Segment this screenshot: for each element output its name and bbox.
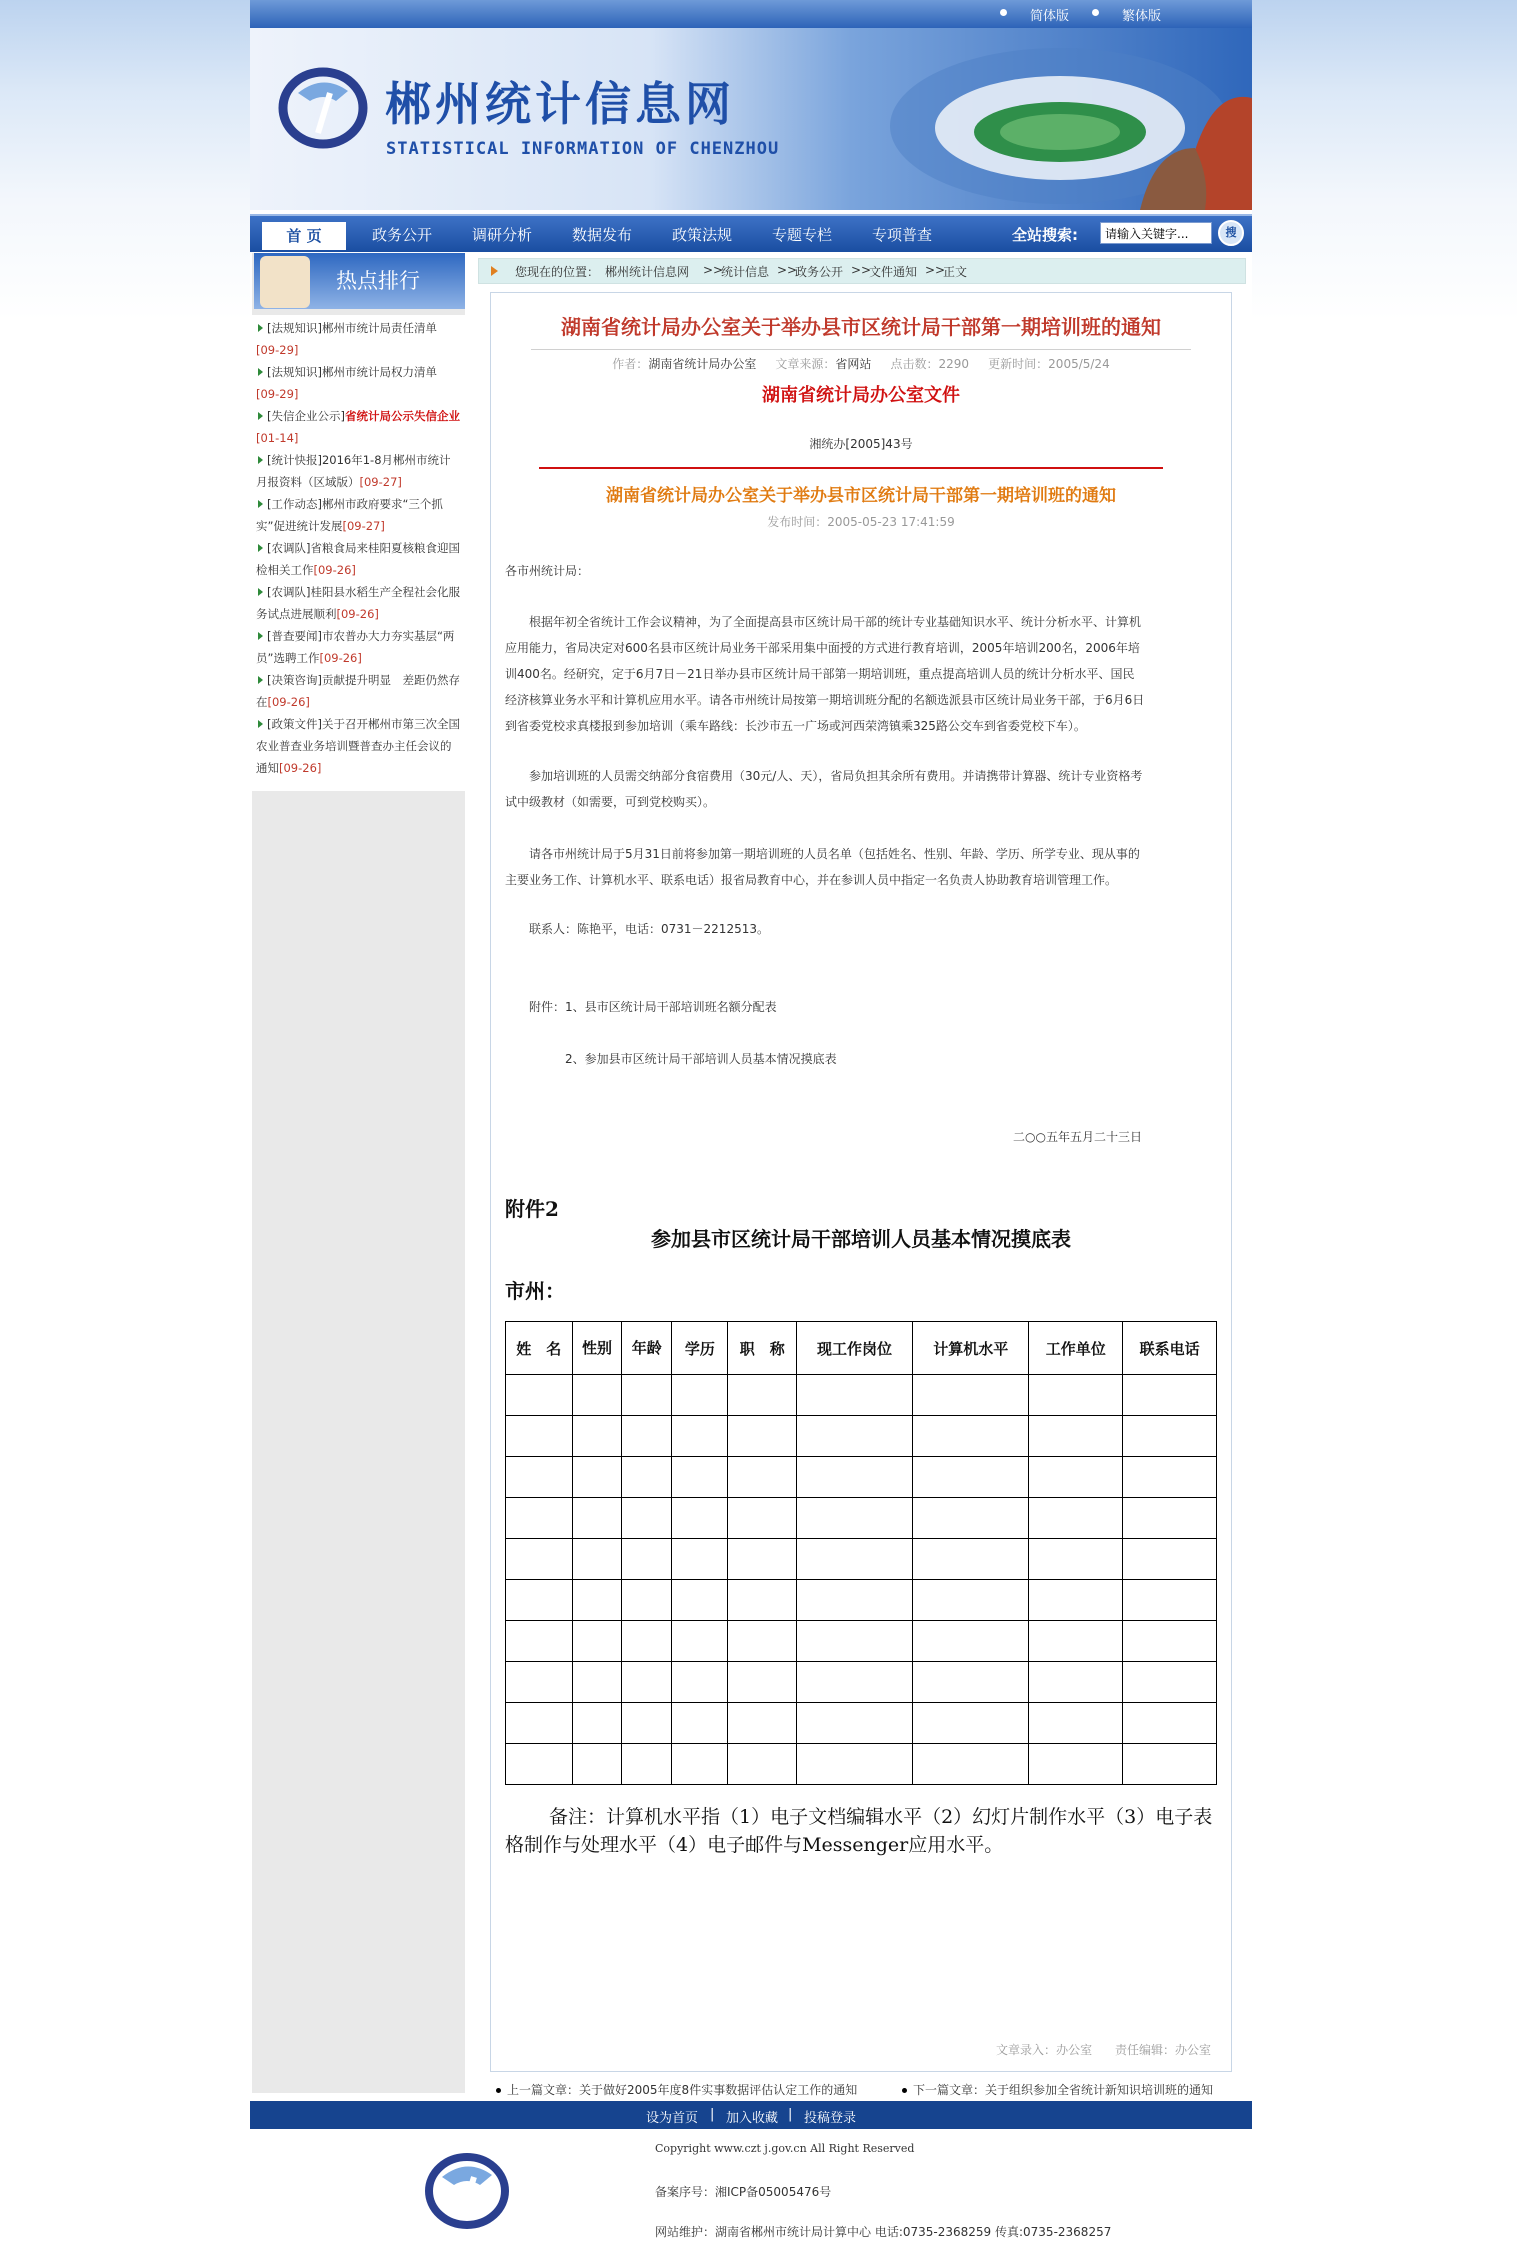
footer — [250, 2129, 1252, 2268]
meta-author-label: 作者： — [612, 357, 649, 371]
prev-article[interactable] — [496, 2081, 857, 2098]
triangle-bullet-icon — [258, 500, 263, 508]
table-row — [506, 1539, 1217, 1580]
meta-updated-label: 更新时间： — [988, 357, 1049, 371]
attachment-label: 附件2 — [505, 1197, 559, 1221]
next-label: 下一篇文章： — [913, 2083, 986, 2097]
bullet-icon — [1000, 9, 1007, 16]
list-item-date: [09-26] — [336, 607, 379, 621]
simplified-link[interactable]: 简体版 — [1030, 9, 1070, 24]
list-item-date: [09-26] — [267, 695, 310, 709]
contact-line: 联系人：陈艳平，电话：0731－2212513。 — [529, 922, 769, 936]
list-item[interactable] — [256, 449, 462, 493]
entry-value: 办公室 — [1056, 2043, 1093, 2057]
maintainer-info: 网站维护：湖南省郴州市统计局计算中心 电话:0735-2368259 传真:0735-2368257 — [655, 2225, 1112, 2239]
editor-label: 责任编辑： — [1114, 2043, 1175, 2057]
table-header: 学历 — [672, 1322, 728, 1375]
top-bar — [250, 0, 1252, 28]
bullet-icon — [496, 2088, 501, 2093]
publish-time: 发布时间：2005-05-23 17:41:59 — [767, 515, 955, 529]
paragraph-2: 参加培训班的人员需交纳部分食宿费用（30元/人、天），省局负担其余所有费用。并请携带计算器、统计专业资格考试中级教材（如需要，可到党校购买）。 — [505, 769, 1143, 809]
editor-value: 办公室 — [1174, 2043, 1211, 2057]
nav-home[interactable]: 首 页 — [262, 222, 346, 250]
city-label: 市州： — [505, 1279, 565, 1303]
list-item[interactable] — [256, 581, 462, 625]
table-row — [506, 1662, 1217, 1703]
nav-item-policy[interactable]: 政策法规 — [672, 226, 733, 244]
site-banner — [250, 28, 1252, 210]
footer-separator: | — [710, 2107, 715, 2122]
footer-nav — [250, 2101, 1252, 2129]
document-header: 湖南省统计局办公室文件 — [762, 385, 960, 406]
sidebar — [252, 253, 465, 2093]
copyright-text: Copyright www.czt j.gov.cn All Right Reserved — [655, 2142, 915, 2155]
nav-item-data-release[interactable]: 数据发布 — [572, 226, 633, 244]
meta-author: 湖南省统计局办公室 — [648, 357, 757, 371]
footer-separator: | — [788, 2107, 793, 2122]
breadcrumb-gov-affairs[interactable]: 政务公开 — [795, 265, 844, 279]
traditional-link[interactable]: 繁体版 — [1122, 9, 1162, 24]
table-row — [506, 1621, 1217, 1662]
list-item-text[interactable]: [统计快报]2016年1-8月郴州市统计月报资料（区域版） — [256, 453, 451, 489]
triangle-bullet-icon — [258, 368, 263, 376]
next-link[interactable]: 关于组织参加全省统计新知识培训班的通知 — [985, 2083, 1214, 2097]
list-item-text[interactable]: [决策咨询]贡献提升明显 差距仍然存在 — [256, 673, 460, 709]
hot-ranking-title: 热点排行 — [336, 269, 420, 293]
table-header: 联系电话 — [1123, 1322, 1217, 1375]
triangle-bullet-icon — [258, 588, 263, 596]
attachment-line-2: 2、参加县市区统计局干部培训人员基本情况摸底表 — [565, 1052, 837, 1066]
add-favorite-link[interactable]: 加入收藏 — [726, 2111, 779, 2126]
table-row — [506, 1744, 1217, 1785]
list-item-text[interactable]: [农调队]省粮食局来桂阳夏核粮食迎国检相关工作 — [256, 541, 460, 577]
bullet-icon — [902, 2088, 907, 2093]
table-row — [506, 1703, 1217, 1744]
table-header: 现工作岗位 — [796, 1322, 912, 1375]
list-item-date: [01-14] — [256, 431, 299, 445]
meta-hits: 2290 — [938, 357, 970, 371]
hot-ranking-list — [252, 315, 465, 791]
list-item-text[interactable]: [普查要闻]市农普办大力夯实基层“两员”选聘工作 — [256, 629, 455, 665]
list-item[interactable] — [256, 493, 462, 537]
next-article[interactable] — [902, 2081, 1213, 2098]
attachment-title: 参加县市区统计局干部培训人员基本情况摸底表 — [651, 1227, 1071, 1251]
list-item-date: [09-26] — [279, 761, 322, 775]
breadcrumb-current: 正文 — [943, 265, 968, 279]
table-row — [506, 1457, 1217, 1498]
breadcrumb-prefix: 您现在的位置： — [515, 265, 600, 279]
table-row — [506, 1580, 1217, 1621]
breadcrumb — [478, 258, 1246, 284]
hot-ranking-header — [254, 253, 465, 309]
list-item-date: [09-26] — [313, 563, 356, 577]
attachment-line-1: 附件：1、县市区统计局干部培训班名额分配表 — [529, 1000, 777, 1014]
site-subtitle: STATISTICAL INFORMATION OF CHENZHOU — [386, 139, 780, 159]
breadcrumb-stat-info[interactable]: 统计信息 — [721, 265, 770, 279]
breadcrumb-separator: >> — [777, 263, 798, 277]
divider — [531, 349, 1191, 350]
entry-label: 文章录入： — [996, 2043, 1057, 2057]
list-item-highlight[interactable]: 省统计局公示失信企业 — [344, 409, 460, 423]
paragraph-3: 请各市州统计局于5月31日前将参加第一期培训班的人员名单（包括姓名、性别、年龄、学历、所学专业、现从事的主要业务工作、计算机水平、联系电话）报省局教育中心，并在参训人员中指定一名负责人协助教育培训管理工作。 — [505, 847, 1140, 887]
triangle-bullet-icon — [258, 720, 263, 728]
list-item-date: [09-27] — [359, 475, 402, 489]
triangle-bullet-icon — [258, 676, 263, 684]
list-item-text[interactable]: [法规知识]郴州市统计局权力清单 — [267, 365, 437, 379]
article — [490, 292, 1232, 2072]
page-wrapper — [250, 0, 1252, 2268]
search-label: 全站搜索: — [1012, 226, 1078, 244]
table-header: 性别 — [572, 1322, 622, 1375]
breadcrumb-separator: >> — [851, 263, 872, 277]
prev-label: 上一篇文章： — [507, 2083, 580, 2097]
list-item[interactable] — [256, 537, 462, 581]
meta-source: 省网站 — [835, 357, 872, 371]
footer-logo-icon — [422, 2149, 512, 2233]
search-button[interactable]: 搜 — [1218, 220, 1244, 246]
paragraph-1: 根据年初全省统计工作会议精神，为了全面提高县市区统计局干部的统计专业基础知识水平、统计分析水平、计算机应用能力，省局决定对600名县市区统计局业务干部采用集中面授的方式进行教育培训，2005年培训200名，2006年培训400名。经研究，定于6月7日－21日举办县市区统计局干部第一期培训班，重点提高培训人员的统计分析水平、国民经济核算业务水平和计算机应用水平。请各市州统计局按第一期培训班分配的名额选派县市区统计局业务干部，于6月6日到省委党校求真楼报到参加培训（乘车路线：长沙市五一广场或河西荣湾镇乘325路公交车到省委党校下车）。 — [505, 615, 1145, 733]
list-item-date: [09-26] — [319, 651, 362, 665]
list-item-text[interactable]: [法规知识]郴州市统计局责任清单 — [267, 321, 437, 335]
table-header-row — [506, 1322, 1217, 1375]
triangle-bullet-icon — [258, 632, 263, 640]
meta-source-label: 文章来源： — [775, 357, 836, 371]
document-number: 湘统办[2005]43号 — [809, 437, 913, 451]
document-date: 二○○五年五月二十三日 — [1013, 1130, 1142, 1144]
table-header: 工作单位 — [1029, 1322, 1123, 1375]
list-item[interactable] — [256, 669, 462, 713]
list-item-text[interactable]: [失信企业公示] — [267, 409, 345, 423]
triangle-bullet-icon — [258, 412, 263, 420]
main-nav — [250, 214, 1252, 252]
nav-item-topics[interactable]: 专题专栏 — [772, 226, 833, 244]
search-input[interactable] — [1100, 222, 1212, 244]
icp-number: 备案序号：湘ICP备05005476号 — [655, 2185, 832, 2199]
salutation: 各市州统计局： — [505, 564, 590, 578]
meta-hits-label: 点击数： — [890, 357, 939, 371]
article-title: 湖南省统计局办公室关于举办县市区统计局干部第一期培训班的通知 — [561, 315, 1161, 339]
avatar — [260, 256, 310, 308]
survey-table — [505, 1321, 1217, 1785]
list-item-date: [09-27] — [342, 519, 385, 533]
meta-updated: 2005/5/24 — [1048, 357, 1110, 371]
triangle-bullet-icon — [258, 324, 263, 332]
document-title: 湖南省统计局办公室关于举办县市区统计局干部第一期培训班的通知 — [606, 486, 1116, 506]
table-header: 年龄 — [622, 1322, 672, 1375]
list-item-date: [09-29] — [256, 343, 299, 357]
nav-item-research[interactable]: 调研分析 — [472, 226, 533, 244]
list-item-text[interactable]: [农调队]桂阳县水稻生产全程社会化服务试点进展顺利 — [256, 585, 460, 621]
site-logo-icon — [278, 63, 368, 153]
list-item-date: [09-29] — [256, 387, 299, 401]
table-header: 职 称 — [728, 1322, 796, 1375]
table-header: 姓 名 — [506, 1322, 573, 1375]
breadcrumb-home[interactable]: 郴州统计信息网 — [605, 265, 690, 279]
table-row — [506, 1375, 1217, 1416]
table-note: 备注：计算机水平指（1）电子文档编辑水平（2）幻灯片制作水平（3）电子表格制作与处理水平（4）电子邮件与Messenger应用水平。 — [505, 1806, 1213, 1856]
breadcrumb-notices[interactable]: 文件通知 — [869, 265, 918, 279]
bullet-icon — [1092, 9, 1099, 16]
table-row — [506, 1416, 1217, 1457]
nav-item-gov-affairs[interactable]: 政务公开 — [372, 226, 433, 244]
list-item[interactable] — [256, 713, 462, 779]
set-homepage-link[interactable]: 设为首页 — [646, 2111, 699, 2126]
site-title: 郴州统计信息网 — [385, 77, 735, 131]
prev-link[interactable]: 关于做好2005年度8件实事数据评估认定工作的通知 — [579, 2083, 858, 2097]
article-meta — [491, 355, 1231, 372]
triangle-bullet-icon — [258, 456, 263, 464]
triangle-bullet-icon — [258, 544, 263, 552]
list-item-text[interactable]: [工作动态]郴州市政府要求“三个抓实”促进统计发展 — [256, 497, 443, 533]
article-editors — [491, 2041, 1211, 2058]
list-item-text[interactable]: [政策文件]关于召开郴州市第三次全国农业普查业务培训暨普查办主任会议的通知 — [256, 717, 460, 775]
breadcrumb-separator: >> — [703, 263, 724, 277]
table-header: 计算机水平 — [913, 1322, 1029, 1375]
list-item[interactable] — [256, 405, 462, 449]
list-item[interactable] — [256, 625, 462, 669]
list-item[interactable] — [256, 317, 462, 361]
table-row — [506, 1498, 1217, 1539]
list-item[interactable] — [256, 361, 462, 405]
breadcrumb-separator: >> — [925, 263, 946, 277]
red-divider — [539, 467, 1163, 469]
submission-login-link[interactable]: 投稿登录 — [804, 2111, 857, 2126]
nav-item-census[interactable]: 专项普查 — [872, 226, 933, 244]
arrow-icon — [491, 266, 498, 276]
